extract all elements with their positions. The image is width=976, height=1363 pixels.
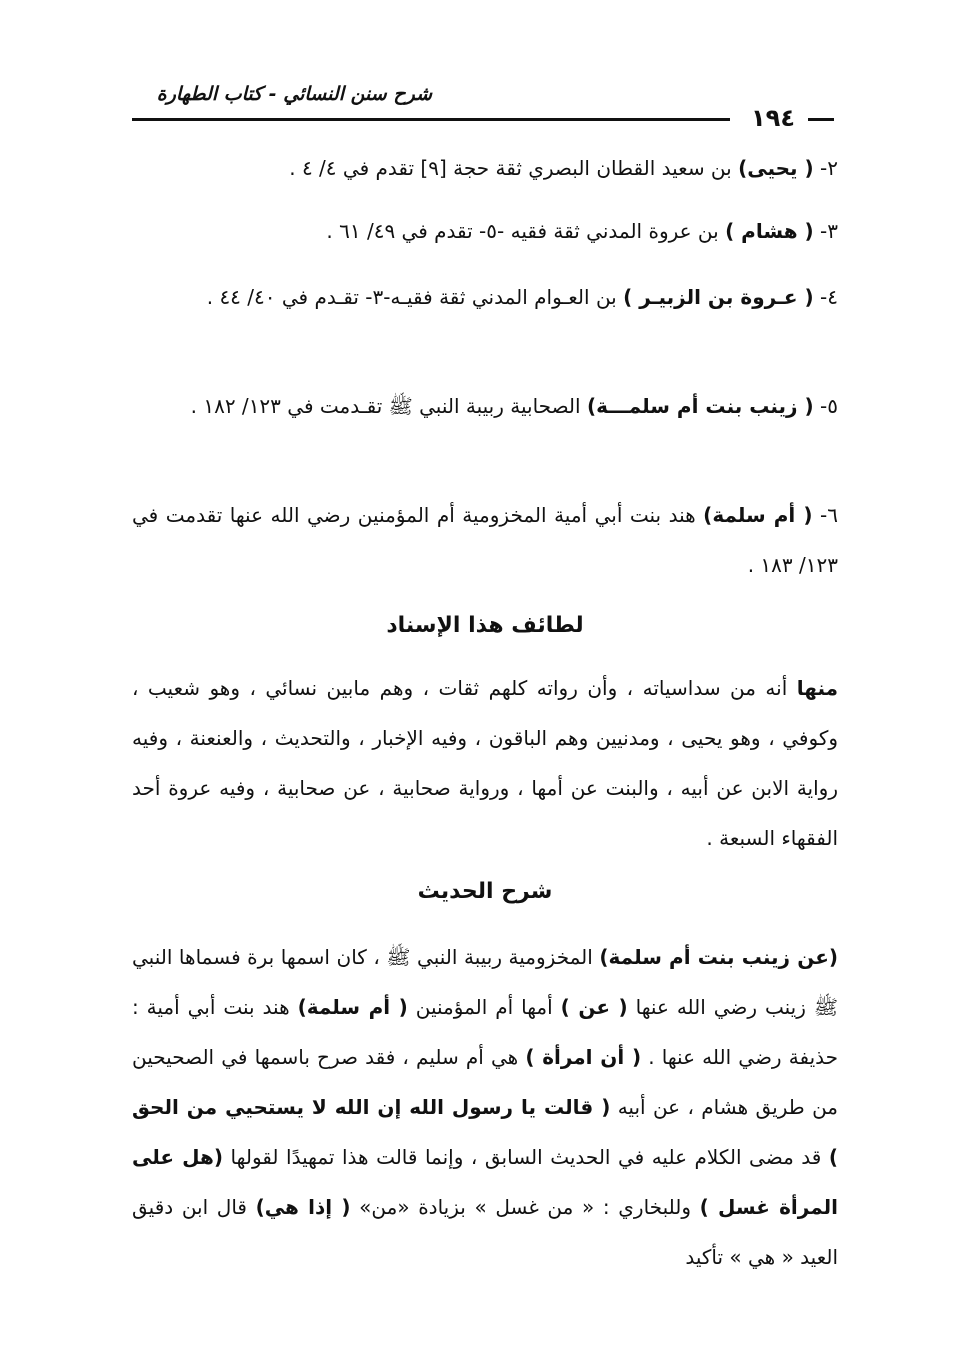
- paragraph-text: أنه من سداسياته ، وأن رواته كلهم ثقات ، وهم مابين نسائي ، وهو شعيب ، وكوفي ، وهو يحيى ، ومدنيين وهم الباقون ، وفيه الإخبار ، والتحديث ، والعنعنة ، وفيه رواية الابن عن أبيه ، والبنت عن أمها ، ورواية صحابية ، عن صحابية ، وفيه عروة أحد الفقهاء السبعة .: [132, 676, 838, 850]
- quoted-phrase: ( أم سلمة): [297, 995, 408, 1019]
- quoted-phrase: ( أن امرأة ): [525, 1045, 642, 1069]
- isnad-paragraph: [132, 663, 838, 863]
- narrator-name: ( هشام ): [725, 219, 814, 243]
- entry-number: ٤-: [820, 285, 838, 309]
- narrator-details: الصحابية ربيبة النبي ﷺ تقـدمت في ١٢٣/ ١٨٢ .: [190, 394, 587, 418]
- commentary-text: أمها أم المؤمنين: [407, 995, 561, 1019]
- narrator-details: بن عروة المدني ثقة فقيه -٥- تقدم في ٤٩/ ٦١ .: [326, 219, 726, 243]
- narrator-name: ( أم سلمة): [703, 503, 813, 527]
- narrator-entry: [132, 272, 838, 322]
- narrator-entry: [132, 206, 838, 256]
- narrator-entry: [132, 381, 838, 431]
- narrator-entry: [132, 143, 838, 193]
- page-number-dash: [808, 118, 834, 121]
- commentary-text: المخزومية ربيبة النبي ﷺ ، كان اسمها برة فسماها النبي ﷺ زينب رضي الله عنها: [132, 945, 838, 1019]
- entry-number: ٢-: [820, 156, 838, 180]
- section-heading-isnad: لطائف هذا الإسناد: [386, 613, 584, 638]
- entry-number: ٣-: [820, 219, 838, 243]
- narrator-name: ( يحيى): [738, 156, 814, 180]
- narrator-details: بن العـوام المدني ثقة فقيـه-٣- تقـدم في ٤٠/ ٤٤ .: [206, 285, 624, 309]
- header-rule: [132, 118, 730, 121]
- entry-number: ٥-: [820, 394, 838, 418]
- paragraph-lead: منها: [796, 676, 838, 700]
- narrator-entry: [132, 490, 838, 590]
- narrator-name: ( عـروة بن الزبيـر ): [623, 285, 814, 309]
- commentary-paragraph: [132, 932, 838, 1282]
- running-header-title: شرح سنن النسائي - كتاب الطهارة: [156, 83, 432, 105]
- quoted-phrase: (عن زينب بنت أم سلمة): [599, 945, 839, 969]
- quoted-phrase: ( عن ): [560, 995, 628, 1019]
- entry-number: ٦-: [820, 503, 838, 527]
- narrator-details: بن سعيد القطان البصري ثقة حجة [٩] تقدم في ٤/ ٤ .: [289, 156, 739, 180]
- section-heading-commentary: شرح الحديث: [417, 879, 553, 904]
- page-number: ١٩٤: [751, 104, 795, 132]
- quoted-phrase: ( إذا هي): [255, 1195, 351, 1219]
- commentary-text: وللبخاري : « من غسل » بزيادة «من»: [350, 1195, 700, 1219]
- commentary-text: هند بنت أبي أمية : حذيفة رضي الله عنها .: [132, 995, 838, 1069]
- quoted-phrase: ( قالت يا رسول الله إن الله لا يستحيي من الحق ): [132, 1095, 838, 1169]
- commentary-text: قال ابن دقيق العيد « هي » تأكيد: [132, 1195, 838, 1269]
- narrator-name: ( زينب بنت أم سلمـــة): [586, 394, 814, 418]
- narrator-details: هند بنت أبي أمية المخزومية أم المؤمنين رضي الله عنها تقدمت في ١٢٣/ ١٨٣ .: [132, 503, 838, 577]
- quoted-phrase: (هل على المرأة غسل ): [132, 1145, 838, 1219]
- commentary-text: هي أم سليم ، فقد صرح باسمها في الصحيحين من طريق هشام ، عن أبيه: [132, 1045, 839, 1119]
- commentary-text: قد مضى الكلام عليه في الحديث السابق ، وإنما قالت هذا تمهيدًا لقولها: [223, 1145, 829, 1169]
